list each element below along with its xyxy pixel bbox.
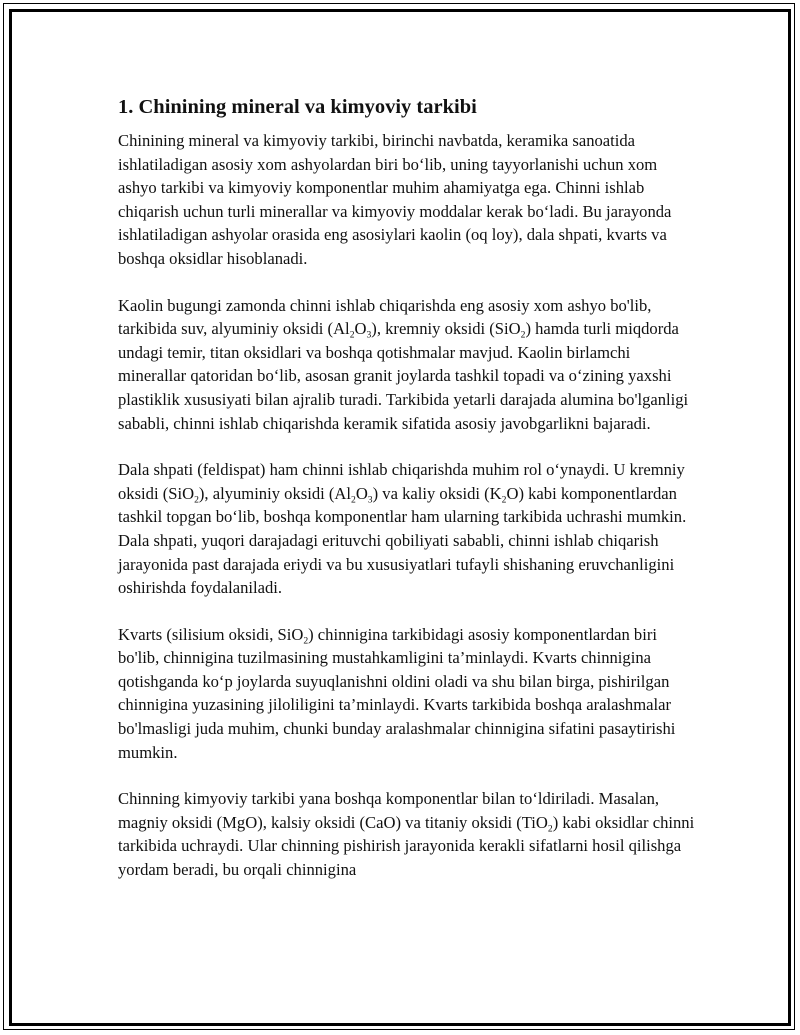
text-run: ) chinnigina tarkibidagi asosiy komponentlardan biri bo'lib, chinnigina tuzilmasining mustahkamligini ta’minlaydi. Kvarts chinnigina qotishganda ko‘p joylarda suyuqlanishni oldini oladi va shu bilan birga, pishirilgan chinnigina yuzasining jiloliligini ta’minlaydi. Kvarts tarkibida boshqa aralashmalar bo'lmasligi juda muhim, chunki bunday aralashmalar chinnigina sifatini pasaytirishi mumkin. <box>118 624 676 762</box>
subscript: 3 <box>367 494 373 506</box>
text-run: ), kremniy oksidi (SiO <box>371 319 521 339</box>
text-run: ), alyuminiy oksidi (Al <box>198 483 351 503</box>
document-body <box>118 94 698 905</box>
text-run: O) kabi komponentlardan tashkil topgan bo‘lib, boshqa komponentlar ham ularning tarkibida uchrashi mumkin. Dala shpati, yuqori darajadagi erituvchi qobiliyati sababli, chinni ishlab chiqarish jarayonida past darajada eriydi va bu xususiyatlari tufayli shishaning eruvchanligini oshirishda foydalaniladi. <box>118 483 687 598</box>
subscript: 2 <box>349 329 355 341</box>
text-run: Dala shpati (feldispat) ham chinni ishlab chiqarishda muhim rol o‘ynaydi. U kremniy oksidi (SiO <box>118 460 685 503</box>
text-run: O <box>354 319 367 339</box>
text-run: ) hamda turli miqdorda undagi temir, titan oksidlari va boshqa qotishmalar mavjud. Kaolin birlamchi minerallar qatoridan bo‘lib, asosan granit joylarda tashkil topadi va o‘zining yaxshi plastiklik xususiyati bilan ajralib turadi. Tarkibida yetarli darajada alumina bo'lganligi sababli, chinni ishlab chiqarishda keramik sifatida asosiy javobgarlikni bajaradi. <box>118 319 689 433</box>
paragraph-quartz <box>118 623 698 765</box>
subscript: 2 <box>194 494 199 506</box>
subscript: 2 <box>520 329 526 341</box>
section-heading: 1. Chinining mineral va kimyoviy tarkibi <box>118 96 477 118</box>
text-run: O <box>355 483 368 503</box>
paragraph-feldspar <box>118 458 698 600</box>
subscript: 2 <box>547 823 553 835</box>
text-run: Kaolin bugungi zamonda chinni ishlab chiqarishda eng asosiy xom ashyo bo'lib, tarkibida suv, alyuminiy oksidi (Al <box>118 295 652 339</box>
text-run: ) va kaliy oksidi (K <box>372 483 502 503</box>
subscript: 2 <box>303 635 309 647</box>
paragraph-chemical <box>118 787 698 881</box>
text-run: Kvarts (silisium oksidi, SiO <box>118 624 304 644</box>
paragraph-intro <box>118 129 698 271</box>
text-run: ) kabi oksidlar chinni tarkibida uchraydi. Ular chinning pishirish jarayonida kerakli sifatlarni hosil qilishga yordam beradi, bu orqali chinnigina <box>118 812 695 880</box>
paragraph-kaolin <box>118 294 698 436</box>
paragraph-intro-text: Chinining mineral va kimyoviy tarkibi, birinchi navbatda, keramika sanoatida ishlatiladigan asosiy xom ashyolardan biri bo‘lib, uning tayyorlanishi uchun xom ashyo tarkibi va kimyoviy komponentlar muhim ahamiyatga ega. Chinni ishlab chiqarish uchun turli minerallar va kimyoviy moddalar kerak bo‘ladi. Bu jarayonda ishlatiladigan ashyolar orasida eng asosiylari kaolin (oq loy), dala shpati, kvarts va boshqa oksidlar hisoblanadi. <box>118 131 672 268</box>
subscript: 2 <box>501 494 507 506</box>
text-run: Chinning kimyoviy tarkibi yana boshqa komponentlar bilan to‘ldiriladi. Masalan, magniy oksidi (MgO), kalsiy oksidi (CaO) va titaniy oksidi (TiO <box>118 789 660 832</box>
subscript: 3 <box>366 329 372 341</box>
subscript: 2 <box>351 494 356 506</box>
